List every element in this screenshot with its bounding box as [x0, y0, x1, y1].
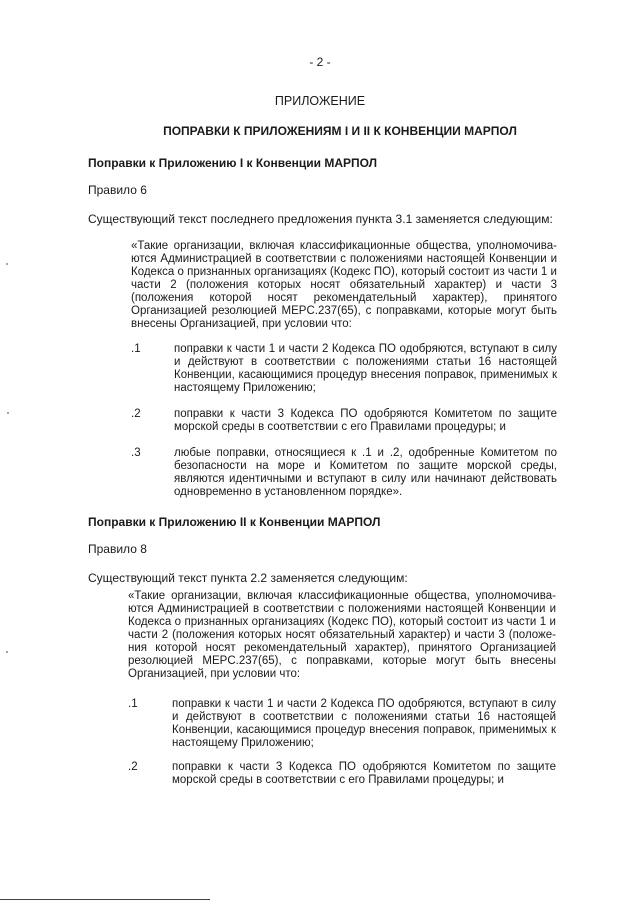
section-2-intro: Существующий текст пункта 2.2 заменяется следующим: [88, 571, 408, 585]
footer-divider [0, 899, 210, 900]
section-2-item-2-number: .2 [128, 761, 138, 773]
section-1-item-3-number: .3 [131, 447, 141, 459]
section-2-item-1-number: .1 [128, 698, 138, 710]
section-1-item-2-number: .2 [131, 408, 141, 420]
page-number: - 2 - [309, 55, 331, 69]
scan-speck [6, 263, 8, 265]
section-2-heading: Поправки к Приложению II к Конвенции МАРПОЛ [88, 515, 381, 529]
section-1-quote: «Такие организации, включая классификационные общества, уполномочиваются Администрацией в соответствии с положениями настоящей Конвенции и Кодекса о признанных организациях (Кодекс ПО), который состоит из части 1 и части 2 (положения которых носят обязательный характер) и части 3 (положения которой носят рекомендательный характер), принятого Организацией резолюцией MEPC.237(65), с поправками, которые могут быть внесены Организацией, при условии что: [131, 240, 557, 330]
section-2-rule: Правило 8 [88, 542, 147, 556]
scan-speck [6, 651, 8, 653]
section-1-item-1-number: .1 [131, 343, 141, 355]
section-1-intro: Существующий текст последнего предложения пункта 3.1 заменяется следующим: [88, 212, 553, 226]
section-1-item-1-text: поправки к части 1 и части 2 Кодекса ПО одобряются, вступают в силу и действуют в соответствии с положениями статьи 16 настоящей Конвенции, касающимися процедур внесения поправок, применимых к настоящему Приложению; [174, 343, 557, 394]
section-2-item-1-text: поправки к части 1 и части 2 Кодекса ПО одобряются, вступают в силу и действуют в соответствии с положениями статьи 16 настоящей Конвенции, касающимися процедур внесения поправок, применимых к настоящему Приложению; [172, 698, 556, 749]
annex-title: ПРИЛОЖЕНИЕ [274, 94, 366, 108]
section-1-item-2-text: поправки к части 3 Кодекса ПО одобряются Комитетом по защите морской среды в соответствии с его Правилами процедуры; и [174, 408, 557, 433]
section-2-quote: «Такие организации, включая классификационные общества, уполномочиваются Администрацией в соответствии с положениями настоящей Конвенции и Кодекса о признанных организациях (Кодекс ПО), который состоит из части 1 и части 2 (положения которых носят обязательный характер) и части 3 (положения которой носят рекомендательный характер), принятого Организацией резолюцией MEPC.237(65), с поправками, которые могут быть внесены Организацией, при условии что: [128, 590, 556, 680]
section-1-rule: Правило 6 [88, 183, 147, 197]
section-2-item-2-text: поправки к части 3 Кодекса ПО одобряются Комитетом по защите морской среды в соответствии с его Правилами процедуры; и [172, 761, 556, 786]
scan-speck [7, 412, 9, 414]
section-1-heading: Поправки к Приложению I к Конвенции МАРПОЛ [88, 156, 378, 170]
section-1-item-3-text: любые поправки, относящиеся к .1 и .2, одобренные Комитетом по безопасности на море и Комитетом по защите морской среды, являются идентичными и вступают в силу или начинают действовать одновременно в установленном порядке». [174, 447, 557, 498]
main-title: ПОПРАВКИ К ПРИЛОЖЕНИЯМ I И II К КОНВЕНЦИИ МАРПОЛ [163, 124, 517, 138]
